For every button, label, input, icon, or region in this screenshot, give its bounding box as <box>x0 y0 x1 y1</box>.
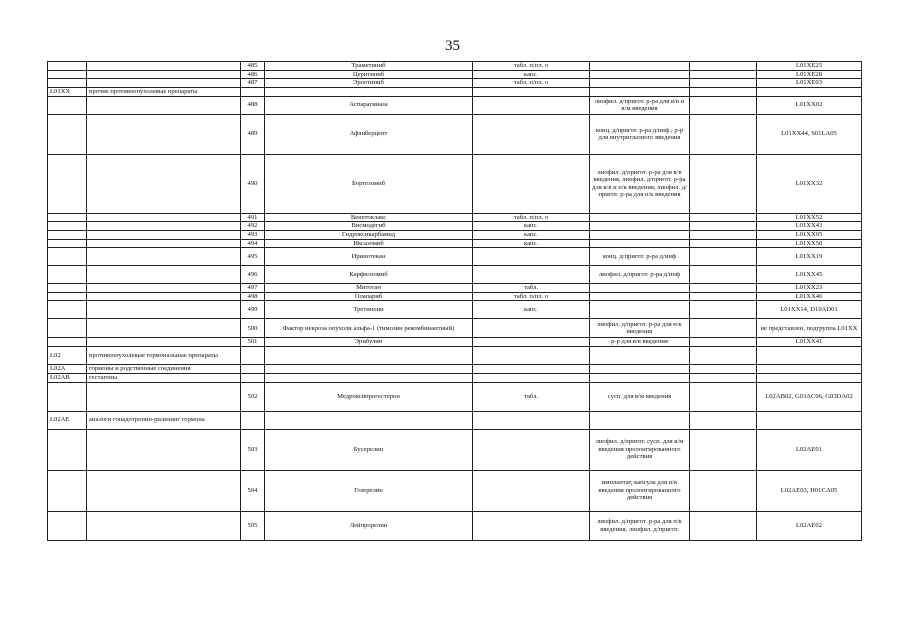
parenteral-form-cell <box>590 346 690 364</box>
atc-code-cell <box>48 301 87 319</box>
parenteral-form-cell: лиофил. д/пригот. р-ра для п/к введения <box>590 319 690 338</box>
oral-form-cell <box>473 248 590 266</box>
oral-form-cell <box>473 470 590 511</box>
group-name-cell <box>87 96 241 114</box>
oral-form-cell <box>473 511 590 540</box>
atc-code-cell <box>48 213 87 222</box>
parenteral-form-cell: лиофил. д/пригот. р-ра для в/в введения, лиофил. д/пригот. р-ра для в/в и п/к введения, лиофил. д/пригот. р-ра для п/к введения <box>590 154 690 213</box>
drug-list-table <box>47 61 862 541</box>
parenteral-form-cell <box>590 62 690 71</box>
parenteral-form-cell <box>590 79 690 88</box>
drug-name-cell: Фактор некроза опухоли альфа-1 (тимозин рекомбинантный) <box>265 319 473 338</box>
oral-form-cell: табл. п/пл. о <box>473 292 590 301</box>
row-number-cell <box>241 346 265 364</box>
empty-cell <box>690 301 757 319</box>
empty-cell <box>690 346 757 364</box>
empty-cell <box>690 248 757 266</box>
table-row <box>48 154 862 213</box>
group-name-cell <box>87 230 241 239</box>
group-name-cell: прочие противоопухолевые препараты <box>87 87 241 96</box>
table-row <box>48 114 862 154</box>
row-number-cell: 498 <box>241 292 265 301</box>
group-name-cell <box>87 62 241 71</box>
drug-name-cell: Висмодегиб <box>265 222 473 231</box>
atc-code-cell <box>48 292 87 301</box>
oral-form-cell: табл. <box>473 284 590 293</box>
row-number-cell: 500 <box>241 319 265 338</box>
table-row <box>48 301 862 319</box>
group-name-cell <box>87 266 241 284</box>
parenteral-form-cell: имплантат, капсула для п/к введения пролонгированного действия <box>590 470 690 511</box>
row-number-cell: 489 <box>241 114 265 154</box>
group-name-cell <box>87 301 241 319</box>
empty-cell <box>690 70 757 79</box>
table-row <box>48 470 862 511</box>
empty-cell <box>690 319 757 338</box>
group-name-cell: гормоны и родственные соединения <box>87 364 241 373</box>
atc-code-cell <box>48 96 87 114</box>
group-name-cell <box>87 319 241 338</box>
drug-name-cell: Афлиберцепт <box>265 114 473 154</box>
atc-code-cell: L01XX <box>48 87 87 96</box>
drug-name-cell: Эрлотиниб <box>265 79 473 88</box>
empty-cell <box>690 470 757 511</box>
drug-name-cell: Эрибулин <box>265 338 473 347</box>
table-row <box>48 284 862 293</box>
atx-code-cell: L02AB02, G03AC06, G03DA02 <box>757 382 862 411</box>
drug-name-cell: Венетоклакс <box>265 213 473 222</box>
table-row <box>48 222 862 231</box>
atx-code-cell: L01XX52 <box>757 213 862 222</box>
atc-code-cell <box>48 284 87 293</box>
drug-name-cell: Карфилзомиб <box>265 266 473 284</box>
empty-cell <box>690 364 757 373</box>
table-row <box>48 511 862 540</box>
atc-code-cell <box>48 429 87 470</box>
group-name-cell <box>87 70 241 79</box>
parenteral-form-cell: лиофил. д/пригот. р-ра д/инф <box>590 266 690 284</box>
atc-code-cell <box>48 222 87 231</box>
empty-cell <box>690 284 757 293</box>
drug-name-cell: Аспарагиназа <box>265 96 473 114</box>
drug-name-cell: Гозерелин <box>265 470 473 511</box>
oral-form-cell: капс. <box>473 230 590 239</box>
table-row <box>48 266 862 284</box>
parenteral-form-cell <box>590 364 690 373</box>
oral-form-cell <box>473 154 590 213</box>
parenteral-form-cell <box>590 284 690 293</box>
empty-cell <box>690 62 757 71</box>
oral-form-cell: капс. <box>473 301 590 319</box>
atc-code-cell <box>48 230 87 239</box>
atx-code-cell: L01XX02 <box>757 96 862 114</box>
oral-form-cell: капс. <box>473 70 590 79</box>
atc-code-cell <box>48 154 87 213</box>
atx-code-cell: L01XX46 <box>757 292 862 301</box>
atx-code-cell <box>757 373 862 382</box>
drug-name-cell <box>265 87 473 96</box>
page-number: 35 <box>445 38 460 54</box>
atc-code-cell <box>48 248 87 266</box>
empty-cell <box>690 239 757 248</box>
parenteral-form-cell: лиофил. д/пригот. р-ра для п/к введения, лиофил. д/пригот. <box>590 511 690 540</box>
parenteral-form-cell <box>590 239 690 248</box>
atc-code-cell <box>48 382 87 411</box>
table-row <box>48 346 862 364</box>
empty-cell <box>690 222 757 231</box>
row-number-cell: 492 <box>241 222 265 231</box>
row-number-cell: 499 <box>241 301 265 319</box>
drug-name-cell: Иринотекан <box>265 248 473 266</box>
group-name-cell <box>87 470 241 511</box>
row-number-cell: 487 <box>241 79 265 88</box>
atx-code-cell <box>757 87 862 96</box>
empty-cell <box>690 230 757 239</box>
oral-form-cell <box>473 364 590 373</box>
atx-code-cell: L01XX41 <box>757 338 862 347</box>
empty-cell <box>690 87 757 96</box>
row-number-cell: 488 <box>241 96 265 114</box>
drug-name-cell <box>265 411 473 429</box>
atx-code-cell: L01XX32 <box>757 154 862 213</box>
table-row <box>48 364 862 373</box>
parenteral-form-cell: конц. д/пригот. р-ра д/инф.; р-р для внутриглазного введения <box>590 114 690 154</box>
oral-form-cell: капс. <box>473 222 590 231</box>
parenteral-form-cell <box>590 292 690 301</box>
row-number-cell <box>241 411 265 429</box>
oral-form-cell <box>473 96 590 114</box>
table-row <box>48 292 862 301</box>
drug-name-cell: Гидроксикарбамид <box>265 230 473 239</box>
table-row <box>48 248 862 266</box>
atx-code-cell: L01XX19 <box>757 248 862 266</box>
drug-name-cell: Церитиниб <box>265 70 473 79</box>
table-row <box>48 62 862 71</box>
table-row <box>48 429 862 470</box>
empty-cell <box>690 411 757 429</box>
row-number-cell: 504 <box>241 470 265 511</box>
oral-form-cell <box>473 429 590 470</box>
atx-code-cell: L02AE01 <box>757 429 862 470</box>
drug-name-cell: Бусерелин <box>265 429 473 470</box>
oral-form-cell <box>473 319 590 338</box>
row-number-cell: 485 <box>241 62 265 71</box>
parenteral-form-cell <box>590 87 690 96</box>
oral-form-cell <box>473 87 590 96</box>
group-name-cell: аналоги гонадотропин-рилизинг гормона <box>87 411 241 429</box>
table-row <box>48 213 862 222</box>
table-row <box>48 87 862 96</box>
row-number-cell: 486 <box>241 70 265 79</box>
oral-form-cell <box>473 114 590 154</box>
parenteral-form-cell <box>590 222 690 231</box>
row-number-cell: 494 <box>241 239 265 248</box>
atc-code-cell: L02AE <box>48 411 87 429</box>
row-number-cell: 491 <box>241 213 265 222</box>
row-number-cell: 502 <box>241 382 265 411</box>
atx-code-cell: L02AE02 <box>757 511 862 540</box>
parenteral-form-cell: лиофил. д/пригот. р-ра для в/в и в/м введения <box>590 96 690 114</box>
oral-form-cell <box>473 266 590 284</box>
row-number-cell: 495 <box>241 248 265 266</box>
atx-code-cell: не представлен, подгруппа L01XX <box>757 319 862 338</box>
table-body <box>48 62 862 541</box>
parenteral-form-cell <box>590 70 690 79</box>
table-row <box>48 70 862 79</box>
empty-cell <box>690 154 757 213</box>
table-row <box>48 230 862 239</box>
group-name-cell <box>87 222 241 231</box>
atx-code-cell: L01XE25 <box>757 62 862 71</box>
drug-name-cell: Медроксипрогестерон <box>265 382 473 411</box>
parenteral-form-cell <box>590 373 690 382</box>
atc-code-cell <box>48 338 87 347</box>
oral-form-cell: табл. п/пл. о <box>473 62 590 71</box>
drug-name-cell: Траметиниб <box>265 62 473 71</box>
oral-form-cell: табл. п/пл. о <box>473 213 590 222</box>
table-row <box>48 373 862 382</box>
table-row <box>48 319 862 338</box>
atx-code-cell: L01XX44, S01LA05 <box>757 114 862 154</box>
empty-cell <box>690 511 757 540</box>
table-row <box>48 239 862 248</box>
atc-code-cell: L02A <box>48 364 87 373</box>
table-row <box>48 411 862 429</box>
group-name-cell <box>87 511 241 540</box>
atc-code-cell <box>48 114 87 154</box>
row-number-cell: 501 <box>241 338 265 347</box>
parenteral-form-cell: р-р для в/в введения <box>590 338 690 347</box>
atx-code-cell: L01XX43 <box>757 222 862 231</box>
table-row <box>48 96 862 114</box>
group-name-cell <box>87 114 241 154</box>
oral-form-cell: табл. п/пл. о <box>473 79 590 88</box>
empty-cell <box>690 266 757 284</box>
row-number-cell <box>241 364 265 373</box>
drug-name-cell: Бортезомиб <box>265 154 473 213</box>
empty-cell <box>690 382 757 411</box>
row-number-cell: 496 <box>241 266 265 284</box>
group-name-cell <box>87 292 241 301</box>
table-row <box>48 338 862 347</box>
atc-code-cell <box>48 266 87 284</box>
atx-code-cell: L01XE03 <box>757 79 862 88</box>
oral-form-cell: капс. <box>473 239 590 248</box>
atx-code-cell: L01XX14, D10AD01 <box>757 301 862 319</box>
atc-code-cell <box>48 470 87 511</box>
drug-name-cell <box>265 364 473 373</box>
parenteral-form-cell <box>590 411 690 429</box>
group-name-cell <box>87 248 241 266</box>
oral-form-cell <box>473 411 590 429</box>
row-number-cell <box>241 373 265 382</box>
group-name-cell <box>87 429 241 470</box>
empty-cell <box>690 79 757 88</box>
atc-code-cell <box>48 70 87 79</box>
oral-form-cell <box>473 346 590 364</box>
row-number-cell: 497 <box>241 284 265 293</box>
group-name-cell <box>87 284 241 293</box>
drug-name-cell <box>265 373 473 382</box>
atx-code-cell: L01XX50 <box>757 239 862 248</box>
empty-cell <box>690 338 757 347</box>
empty-cell <box>690 213 757 222</box>
empty-cell <box>690 96 757 114</box>
drug-name-cell: Иксазомиб <box>265 239 473 248</box>
parenteral-form-cell <box>590 230 690 239</box>
group-name-cell: гестагены <box>87 373 241 382</box>
atx-code-cell <box>757 364 862 373</box>
atx-code-cell: L02AE03, H01CA05 <box>757 470 862 511</box>
drug-name-cell: Олапариб <box>265 292 473 301</box>
group-name-cell <box>87 213 241 222</box>
empty-cell <box>690 292 757 301</box>
parenteral-form-cell: сусп. для в/м введения <box>590 382 690 411</box>
group-name-cell <box>87 154 241 213</box>
drug-name-cell: Лейпрорелин <box>265 511 473 540</box>
group-name-cell <box>87 79 241 88</box>
table-row <box>48 382 862 411</box>
group-name-cell <box>87 338 241 347</box>
row-number-cell: 505 <box>241 511 265 540</box>
parenteral-form-cell <box>590 301 690 319</box>
table-row <box>48 79 862 88</box>
atx-code-cell: L01XX23 <box>757 284 862 293</box>
atx-code-cell: L01XX45 <box>757 266 862 284</box>
empty-cell <box>690 114 757 154</box>
atc-code-cell: L02AB <box>48 373 87 382</box>
group-name-cell <box>87 239 241 248</box>
group-name-cell <box>87 382 241 411</box>
drug-name-cell: Третиноин <box>265 301 473 319</box>
atc-code-cell: L02 <box>48 346 87 364</box>
row-number-cell: 493 <box>241 230 265 239</box>
atc-code-cell <box>48 62 87 71</box>
parenteral-form-cell <box>590 213 690 222</box>
empty-cell <box>690 373 757 382</box>
parenteral-form-cell: конц. д/пригот. р-ра д/инф <box>590 248 690 266</box>
atx-code-cell: L01XE28 <box>757 70 862 79</box>
atc-code-cell <box>48 79 87 88</box>
parenteral-form-cell: лиофил. д/пригот. сусп. для в/м введения пролонгированного действия <box>590 429 690 470</box>
row-number-cell: 490 <box>241 154 265 213</box>
drug-name-cell <box>265 346 473 364</box>
row-number-cell <box>241 87 265 96</box>
atc-code-cell <box>48 239 87 248</box>
atx-code-cell <box>757 346 862 364</box>
atx-code-cell: L01XX05 <box>757 230 862 239</box>
empty-cell <box>690 429 757 470</box>
atx-code-cell <box>757 411 862 429</box>
atc-code-cell <box>48 319 87 338</box>
oral-form-cell <box>473 338 590 347</box>
oral-form-cell: табл. <box>473 382 590 411</box>
atc-code-cell <box>48 511 87 540</box>
row-number-cell: 503 <box>241 429 265 470</box>
group-name-cell: противоопухолевые гормональные препараты <box>87 346 241 364</box>
drug-name-cell: Митотан <box>265 284 473 293</box>
oral-form-cell <box>473 373 590 382</box>
